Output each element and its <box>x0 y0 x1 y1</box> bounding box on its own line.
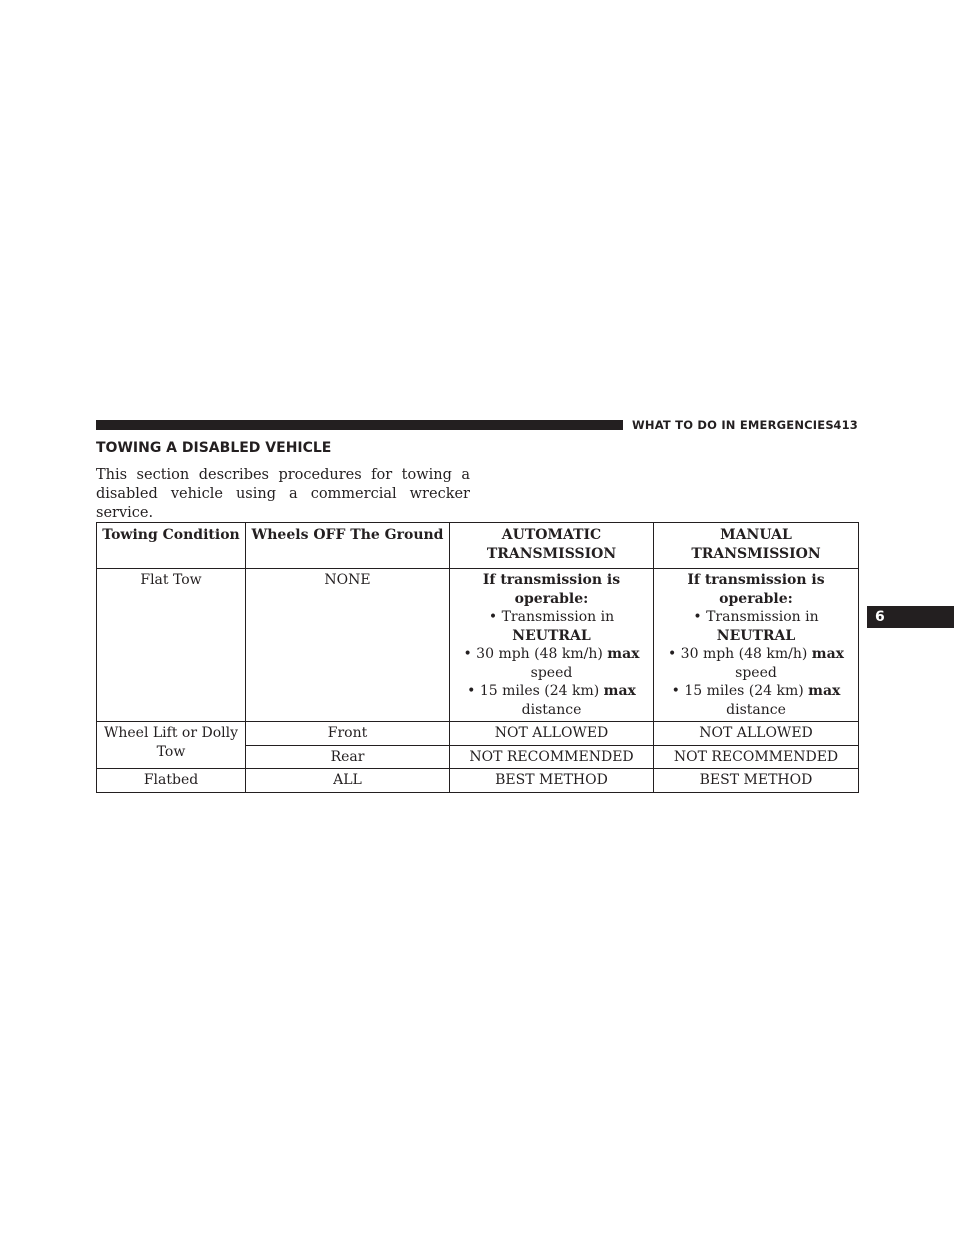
cell-wheels-rear: Rear <box>246 745 450 769</box>
auto-operable-heading-2: operable: <box>514 590 589 607</box>
auto-distance-max: max <box>603 683 636 699</box>
cell-automatic-rear: NOT RECOMMENDED <box>450 745 654 769</box>
cell-automatic-flatbed: BEST METHOD <box>450 769 654 793</box>
header-rule <box>96 420 623 430</box>
page-number: 413 <box>833 418 858 432</box>
manual-distance-text: • 15 miles (24 km) <box>671 683 809 699</box>
header-automatic-transmission <box>450 523 654 569</box>
manual-speed-tail: speed <box>735 664 777 681</box>
manual-speed-max: max <box>811 646 845 662</box>
auto-distance-text: • 15 miles (24 km) <box>467 683 604 699</box>
cell-manual-flat-tow <box>654 569 859 722</box>
auto-operable-heading-1: If transmission is <box>482 572 621 588</box>
auto-speed-text: • 30 mph (48 km/h) <box>463 646 608 662</box>
header-section-name: WHAT TO DO IN EMERGENCIES <box>632 418 834 432</box>
cell-condition-flatbed: Flatbed <box>97 769 246 793</box>
header-manual-transmission <box>654 523 859 569</box>
table-header-row <box>97 523 859 569</box>
auto-distance-tail: distance <box>521 701 582 718</box>
cell-condition-flat-tow: Flat Tow <box>97 569 246 722</box>
auto-speed-tail: speed <box>530 664 573 681</box>
header-automatic-line1: AUTOMATIC <box>501 527 602 543</box>
auto-bullet-distance <box>453 682 650 701</box>
cell-automatic-flat-tow <box>450 569 654 722</box>
auto-speed-max: max <box>607 646 640 662</box>
cell-wheels-flatbed: ALL <box>246 769 450 793</box>
header-manual-line1: MANUAL <box>720 527 792 543</box>
auto-bullet-neutral: • Transmission in <box>488 609 615 625</box>
manual-distance-tail: distance <box>726 701 786 718</box>
auto-bullet-neutral-bold: NEUTRAL <box>512 627 591 644</box>
table-row-flat-tow <box>97 569 859 722</box>
table-row-flatbed <box>97 769 859 793</box>
cell-automatic-front: NOT ALLOWED <box>450 722 654 746</box>
towing-table <box>96 522 859 793</box>
header-wheels-off-ground: Wheels OFF The Ground <box>246 523 450 569</box>
chapter-tab: 6 <box>867 606 954 628</box>
table-row-wheel-lift-front <box>97 722 859 746</box>
manual-bullet-speed <box>657 645 855 664</box>
cell-manual-front: NOT ALLOWED <box>654 722 859 746</box>
section-title: TOWING A DISABLED VEHICLE <box>96 440 332 456</box>
auto-bullet-speed <box>453 645 650 664</box>
cell-manual-rear: NOT RECOMMENDED <box>654 745 859 769</box>
manual-bullet-neutral-bold: NEUTRAL <box>716 627 796 644</box>
running-header <box>632 418 858 432</box>
manual-bullet-distance <box>657 682 855 701</box>
cell-wheels-flat-tow: NONE <box>246 569 450 722</box>
manual-speed-text: • 30 mph (48 km/h) <box>667 646 812 662</box>
header-automatic-line2: TRANSMISSION <box>486 545 617 562</box>
cell-wheels-front: Front <box>246 722 450 746</box>
cell-condition-wheel-lift: Wheel Lift or Dolly Tow <box>97 722 246 769</box>
header-manual-line2: TRANSMISSION <box>691 545 821 562</box>
cell-manual-flatbed: BEST METHOD <box>654 769 859 793</box>
manual-distance-max: max <box>808 683 841 699</box>
manual-operable-heading: If transmission is operable: <box>687 572 825 607</box>
header-towing-condition: Towing Condition <box>97 523 246 569</box>
intro-paragraph: This section describes procedures for towing a disabled vehicle using a commercial wrecker service. <box>96 467 470 521</box>
manual-bullet-neutral: • Transmission in <box>693 609 819 625</box>
